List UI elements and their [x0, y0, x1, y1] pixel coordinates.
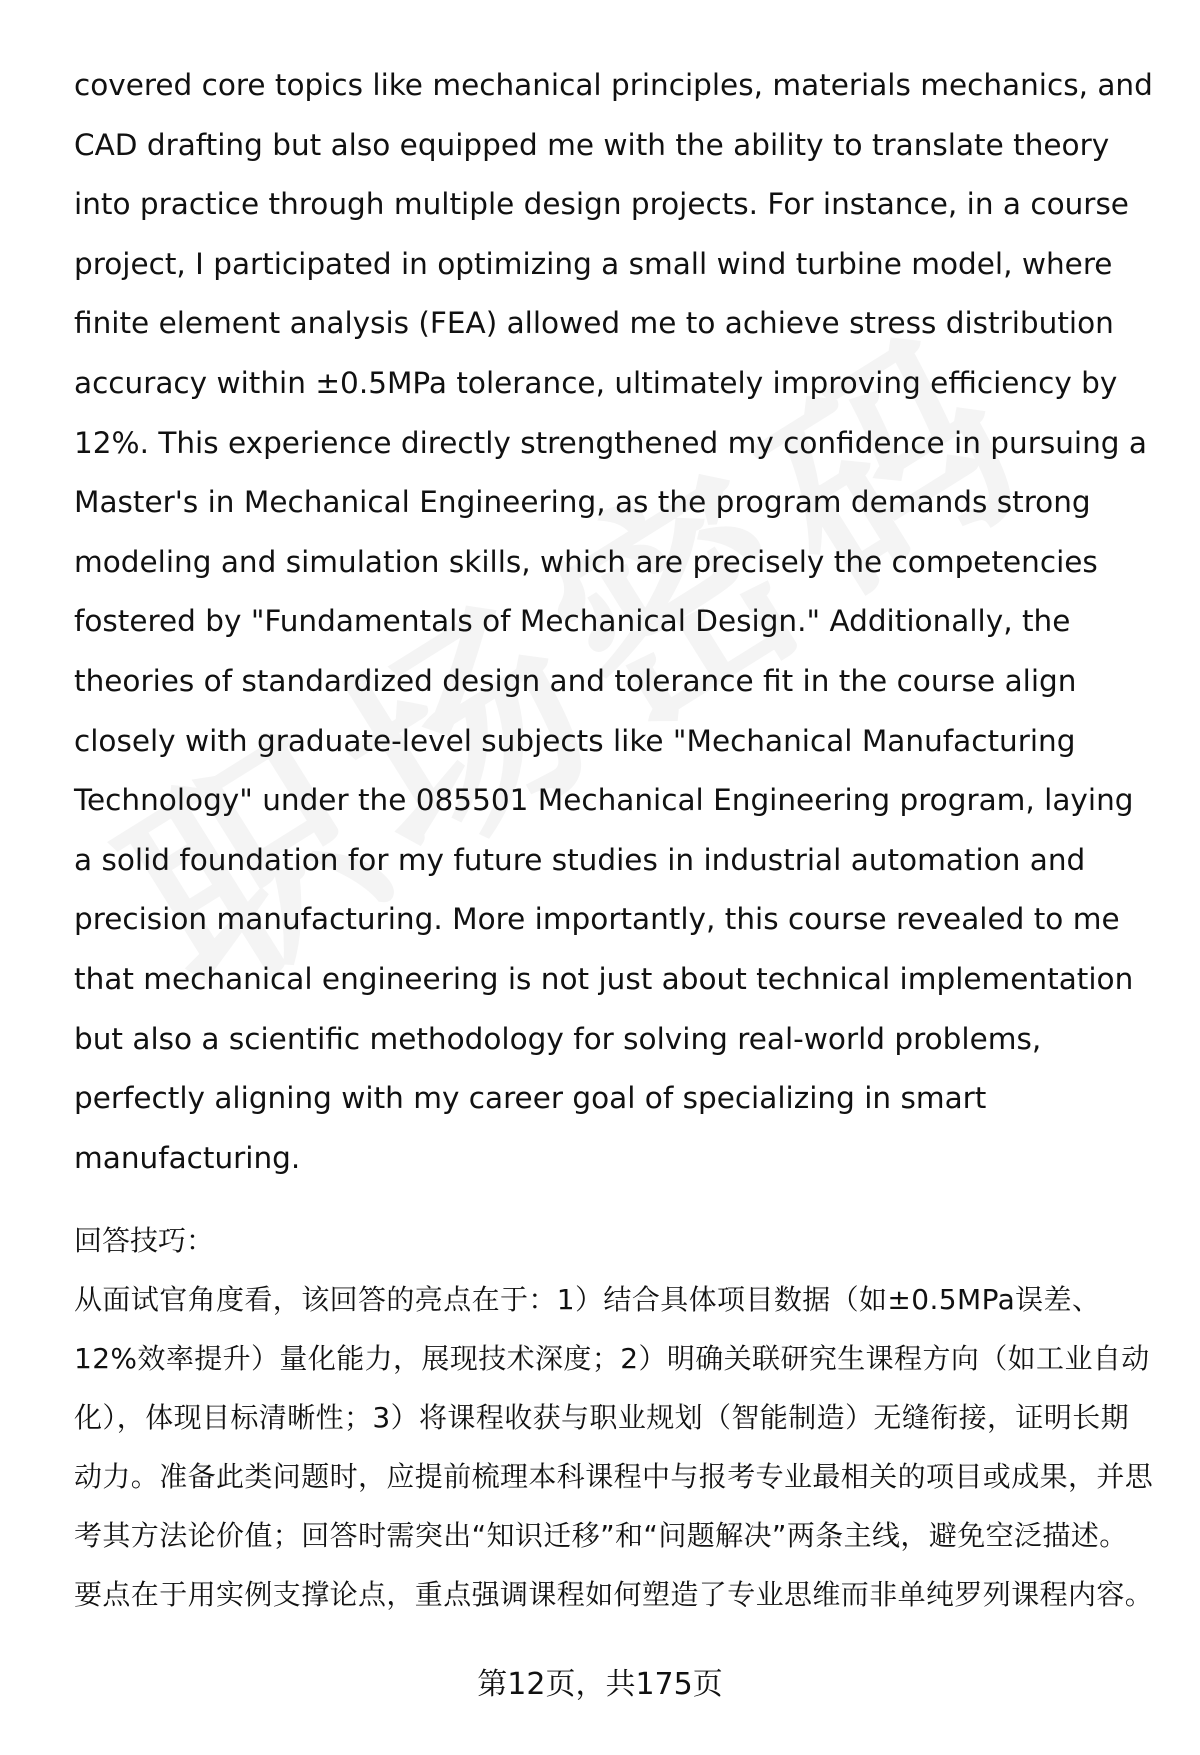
tips-heading: 回答技巧：: [74, 1224, 215, 1258]
document-page: [74, 56, 1154, 1624]
page-number-footer: 第12页，共175页: [477, 1667, 723, 1702]
english-answer-paragraph: covered core topics like mechanical principles, materials mechanics, and CAD drafting but also equipped me with the ability to translate theory into practice through multiple design projects. For instance, in a course project, I participated in optimizing a small wind turbine model, where finite element analysis (FEA) allowed me to achieve stress distribution accuracy within ±0.5MPa tolerance, ultimately improving efficiency by 12%. This experience directly strengthened my confidence in pursuing a Master's in Mechanical Engineering, as the program demands strong modeling and simulation skills, which are precisely the competencies fostered by "Fundamentals of Mechanical Design." Additionally, the theories of standardized design and tolerance fit in the course align closely with graduate-level subjects like "Mechanical Manufacturing Technology" under the 085501 Mechanical Engineering program, laying a solid foundation for my future studies in industrial automation and precision manufacturing. More importantly, this course revealed to me that mechanical engineering is not just about technical implementation but also a scientific methodology for solving real-world problems, perfectly aligning with my career goal of specializing in smart manufacturing.: [74, 68, 1153, 1175]
tips-paragraph: 从面试官角度看，该回答的亮点在于：1）结合具体项目数据（如±0.5MPa误差、12%效率提升）量化能力，展现技术深度；2）明确关联研究生课程方向（如工业自动化），体现目标清晰性；3）将课程收获与职业规划（智能制造）无缝衔接，证明长期动力。准备此类问题时，应提前梳理本科课程中与报考专业最相关的项目或成果，并思考其方法论价值；回答时需突出“知识迁移”和“问题解决”两条主线，避免空泛描述。要点在于用实例支撑论点，重点强调课程如何塑造了专业思维而非单纯罗列课程内容。: [74, 1283, 1154, 1612]
